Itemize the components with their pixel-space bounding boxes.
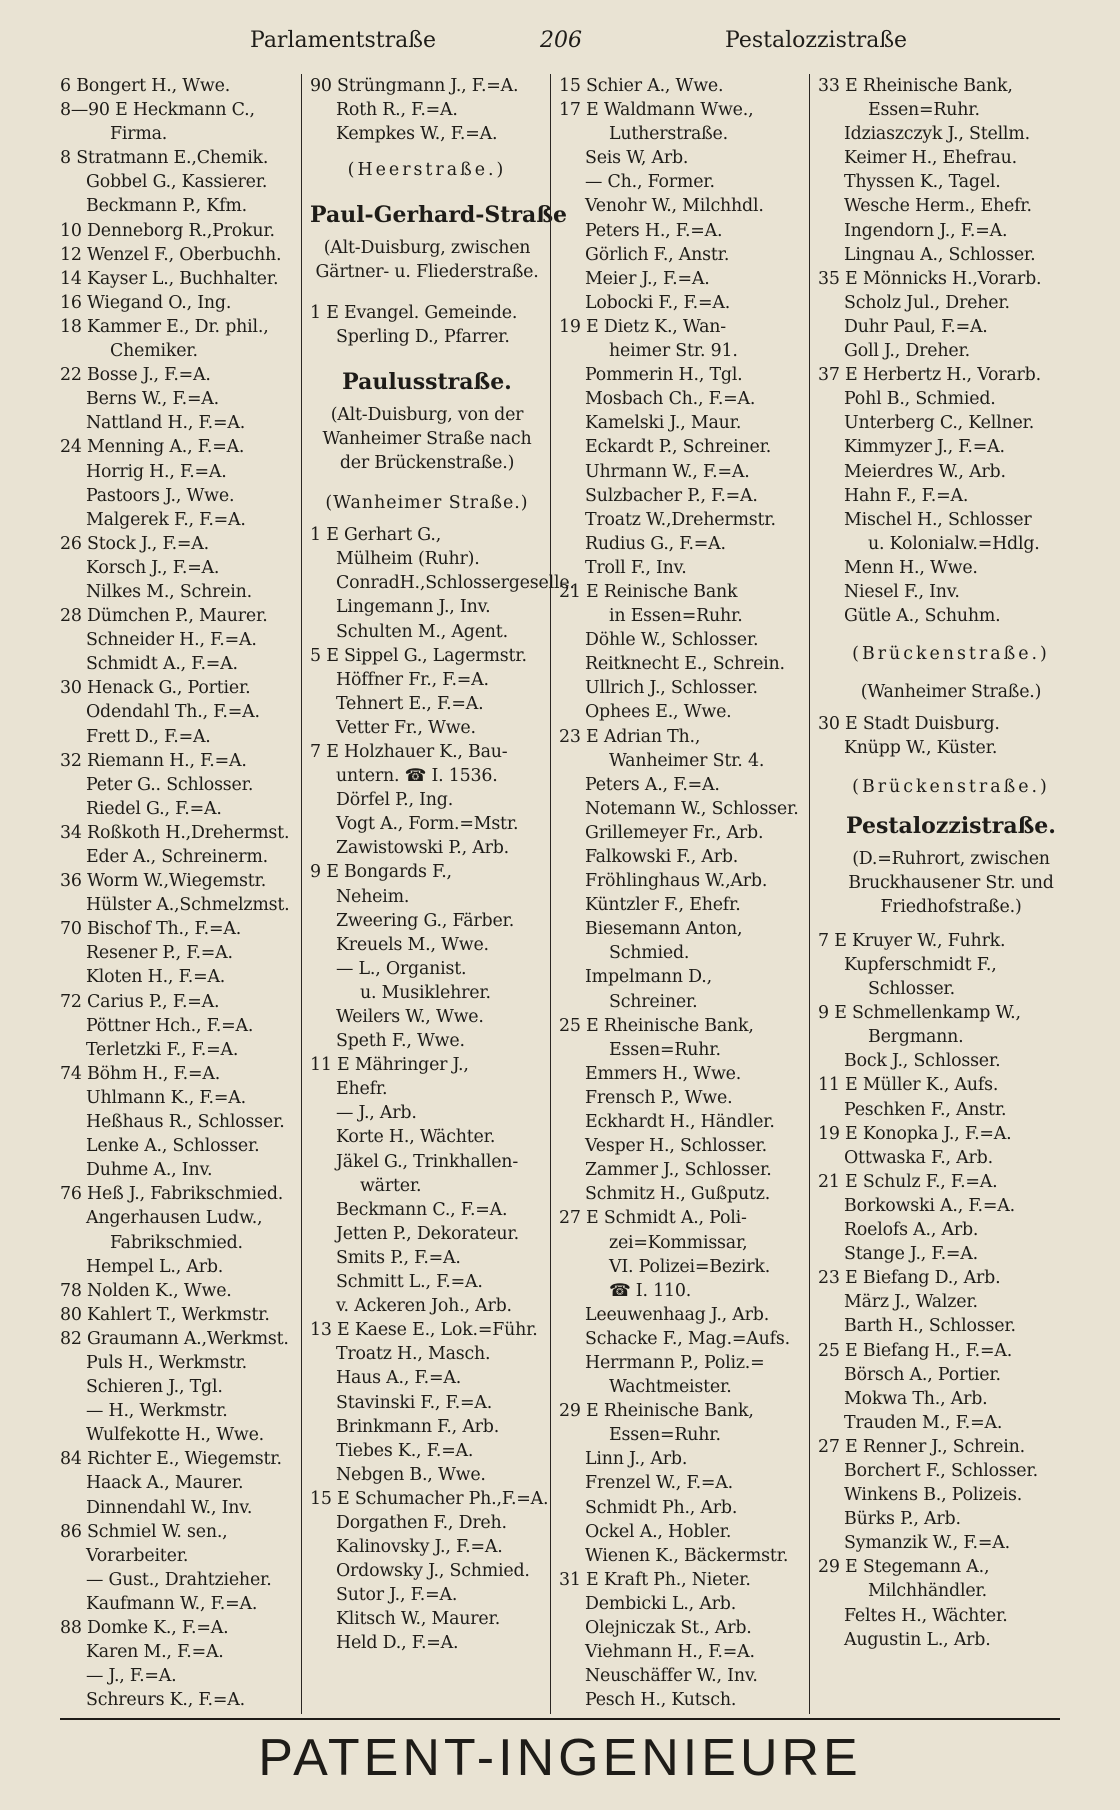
directory-entry: 8 Stratmann E.,Chemik. [60,148,269,169]
directory-entry: Sulzbacher P., F.=A. [585,485,758,506]
directory-entry: — L., Organist. [336,958,467,979]
directory-entry: 5 E Sippel G., Lagermstr. [310,645,527,666]
directory-entry: 10 Denneborg R.,Prokur. [60,220,275,241]
directory-entry: 15 E Schumacher Ph.,F.=A. [310,1488,549,1509]
directory-entry: Haus A., F.=A. [336,1368,462,1389]
cross-street-label: (Wanheimer Straße.) [325,493,529,514]
directory-entry: Roelofs A., Arb. [844,1220,979,1241]
directory-entry: — J., F.=A. [86,1666,177,1687]
directory-entry: Chemiker. [110,341,198,362]
directory-entry: 84 Richter E., Wiegemstr. [60,1449,282,1470]
directory-entry: 1 E Gerhart G., [310,525,442,546]
directory-entry: Peters A., F.=A. [585,774,720,795]
directory-entry: Klitsch W., Maurer. [336,1609,501,1630]
directory-entry: Winkens B., Polizeis. [844,1485,1023,1506]
directory-entry: 21 E Schulz F., F.=A. [818,1171,998,1192]
directory-entry: Hülster A.,Schmelzmst. [86,895,290,916]
directory-entry: 23 E Adrian Th., [559,726,701,747]
directory-entry: Peters H., F.=A. [585,220,723,241]
directory-entry: 17 E Waldmann Wwe., [559,100,754,121]
directory-entry: 16 Wiegand O., Ing. [60,292,232,313]
directory-entry: Eckhardt H., Händler. [585,1112,775,1133]
directory-entry: Ehefr. [336,1079,388,1100]
directory-entry: 72 Carius P., F.=A. [60,991,220,1012]
directory-entry: Jäkel G., Trinkhallen- [336,1151,518,1172]
directory-entry: wärter. [360,1175,422,1196]
directory-entry: Dinnendahl W., Inv. [86,1497,253,1518]
directory-entry: Höffner Fr., F.=A. [336,669,489,690]
directory-entry: Schreiner. [609,991,698,1012]
directory-entry: Wulfekotte H., Wwe. [86,1425,264,1446]
directory-entry: Börsch A., Portier. [844,1364,1001,1385]
directory-entry: Uhrmann W., F.=A. [585,461,750,482]
directory-entry: Essen=Ruhr. [868,100,980,121]
directory-entry: Vorarbeiter. [86,1545,189,1566]
directory-entry: Kalinovsky J., F.=A. [336,1537,503,1558]
directory-entry: Essen=Ruhr. [609,1039,721,1060]
directory-entry: Küntzler F., Ehefr. [585,895,741,916]
directory-entry: Eder A., Schreinerm. [86,847,268,867]
directory-entry: Knüpp W., Küster. [844,738,998,759]
directory-entry: Vogt A., Form.=Mstr. [336,814,519,835]
directory-entry: Frett D., F.=A. [86,726,211,747]
directory-entry: 6 Bongert H., Wwe. [60,76,231,96]
directory-entry: Schieren J., Tgl. [86,1377,223,1398]
directory-entry: Ockel A., Hobler. [585,1521,732,1542]
directory-entry: Bruckhausener Str. und [848,872,1054,893]
directory-entry: Falkowski F., Arb. [585,847,739,867]
directory-entry: Görlich F., Anstr. [585,244,730,265]
directory-entry: u. Musiklehrer. [360,982,491,1003]
directory-entry: 23 E Biefang D., Arb. [818,1268,1001,1289]
directory-entry: 11 E Müller K., Aufs. [818,1075,999,1096]
directory-entry: Reitknecht E., Schrein. [585,654,785,675]
directory-entry: Lutherstraße. [609,124,728,145]
column-1 [52,74,301,1714]
street-heading-paulus: Paulusstraße. [342,368,512,395]
directory-entry: 80 Kahlert T., Werkmstr. [60,1304,270,1325]
directory-entry: Lenke A., Schlosser. [86,1136,260,1157]
directory-entry: Tiebes K., F.=A. [336,1440,474,1461]
directory-entry: zei=Kommissar, [609,1232,748,1253]
directory-entry: 82 Graumann A.,Werkmst. [60,1328,289,1349]
directory-entry: 1 E Evangel. Gemeinde. [310,302,518,323]
directory-entry: Stavinski F., F.=A. [336,1392,493,1413]
directory-entry: 88 Domke K., F.=A. [60,1618,229,1638]
cross-street-label: (Wanheimer Straße.) [860,682,1042,703]
directory-entry: Nattland H., F.=A. [86,413,246,434]
directory-entry: 19 E Konopka J., F.=A. [818,1123,1012,1144]
directory-entry: Keimer H., Ehefrau. [844,148,1017,169]
directory-entry: 74 Böhm H., F.=A. [60,1063,221,1084]
directory-entry: Grillemeyer Fr., Arb. [585,822,764,843]
directory-entry: Zweering G., Färber. [336,910,515,931]
directory-entry: 21 E Reinische Bank [559,581,738,602]
directory-entry: Gütle A., Schuhm. [844,606,1001,627]
directory-entry: 27 E Renner J., Schrein. [818,1436,1025,1457]
running-head-left: Parlamentstraße [250,28,436,53]
directory-entry: 24 Menning A., F.=A. [60,437,245,458]
directory-entry: 9 E Schmellenkamp W., [818,1003,1021,1024]
directory-entry: Ordowsky J., Schmied. [336,1561,530,1582]
directory-entry: Frenzel W., F.=A. [585,1473,733,1494]
directory-entry: 15 Schier A., Wwe. [559,76,724,96]
directory-entry: Ingendorn J., F.=A. [844,220,1008,241]
directory-entry: Lingemann J., Inv. [336,597,491,618]
directory-entry: — H., Werkmstr. [86,1401,228,1422]
directory-entry: Angerhausen Ludw., [86,1208,263,1229]
directory-entry: Gärtner- u. Fliederstraße. [315,262,539,283]
directory-entry: Thyssen K., Tagel. [844,172,1001,193]
directory-entry: Menn H., Wwe. [844,557,978,578]
directory-entry: Korsch J., F.=A. [86,557,220,578]
directory-entry: Ullrich J., Schlosser. [585,678,758,699]
directory-entry: 14 Kayser L., Buchhalter. [60,268,279,289]
directory-entry: Weilers W., Wwe. [336,1007,484,1027]
directory-entry: 90 Strüngmann J., F.=A. [310,76,519,96]
directory-entry: ☎ I. 110. [609,1280,692,1301]
directory-entry: Kreuels M., Wwe. [336,934,489,955]
directory-entry: Wienen K., Bäckermstr. [585,1545,789,1566]
directory-entry: Meierdres W., Arb. [844,461,1006,482]
directory-entry: Mosbach Ch., F.=A. [585,389,756,410]
directory-entry: Jetten P., Dekorateur. [336,1223,519,1244]
directory-entry: Borkowski A., F.=A. [844,1195,1015,1216]
directory-entry: Pastoors J., Wwe. [86,485,235,506]
directory-entry: Troatz H., Masch. [336,1344,491,1365]
directory-entry: Schmitt L., F.=A. [336,1272,483,1293]
directory-entry: Pohl B., Schmied. [844,389,996,410]
directory-entry: Olejniczak St., Arb. [585,1618,752,1638]
directory-entry: 78 Nolden K., Wwe. [60,1280,232,1301]
directory-entry: 29 E Rheinische Bank, [559,1401,754,1422]
directory-entry: März J., Walzer. [844,1292,978,1313]
directory-entry: Kupferschmidt F., [844,955,997,975]
directory-entry: Barth H., Schlosser. [844,1316,1016,1337]
directory-entry: 26 Stock J., F.=A. [60,533,209,554]
directory-entry: Peschken F., Anstr. [844,1099,1007,1120]
directory-entry: Essen=Ruhr. [609,1425,721,1446]
directory-entry: Kaufmann W., F.=A. [86,1593,258,1614]
directory-entry: Horrig H., F.=A. [86,461,227,482]
directory-entry: — Ch., Former. [585,172,715,193]
directory-entry: Korte H., Wächter. [336,1127,496,1148]
directory-entry: Schulten M., Agent. [336,621,508,642]
directory-entry: Viehmann H., F.=A. [585,1642,755,1663]
directory-entry: Meier J., F.=A. [585,268,710,289]
directory-entry: Gobbel G., Kassierer. [86,172,268,193]
directory-entry: Roth R., F.=A. [336,100,458,121]
cross-street-label: (Heerstraße.) [347,160,507,181]
street-heading-pestalozzi: Pestalozzistraße. [846,812,1056,839]
directory-entry: Berns W., F.=A. [86,389,219,410]
directory-entry: Rudius G., F.=A. [585,533,726,554]
directory-entry: Leeuwenhaag J., Arb. [585,1304,770,1325]
column-3 [550,74,809,1714]
directory-entry: Kimmyzer J., F.=A. [844,437,1005,458]
directory-entry: Wachtmeister. [609,1377,732,1398]
directory-entry: Beckmann C., F.=A. [336,1199,508,1220]
directory-entry: Karen M., F.=A. [86,1642,224,1663]
directory-entry: Schmidt A., F.=A. [86,654,238,675]
directory-entry: Vesper H., Schlosser. [585,1136,767,1157]
directory-entry: Hempel L., Arb. [86,1256,224,1277]
directory-entry: Trauden M., F.=A. [844,1412,1003,1433]
directory-entry: Hahn F., F.=A. [844,485,969,506]
directory-entry: Bürks P., Arb. [844,1509,961,1530]
directory-entry: Ophees E., Wwe. [585,702,732,723]
directory-entry: Emmers H., Wwe. [585,1063,742,1084]
directory-entry: Schmied. [609,943,690,964]
directory-entry: (D.=Ruhrort, zwischen [852,848,1050,869]
directory-entry: Schlosser. [868,979,955,1000]
directory-entry: Terletzki F., F.=A. [86,1039,239,1060]
directory-entry: u. Kolonialw.=Hdlg. [868,533,1040,554]
directory-entry: Heßhaus R., Schlosser. [86,1112,285,1133]
directory-entry: Schneider H., F.=A. [86,630,257,651]
directory-entry: (Alt-Duisburg, zwischen [323,238,531,259]
directory-entry: (Alt-Duisburg, von der [330,404,524,425]
cross-street-label: (Brückenstraße.) [852,644,1050,665]
directory-entry: 29 E Stegemann A., [818,1557,990,1578]
directory-entry: Milchhändler. [868,1581,987,1602]
directory-entry: Döhle W., Schlosser. [585,630,759,651]
directory-entry: Mischel H., Schlosser [844,509,1032,530]
advertisement-banner: PATENT-INGENIEURE [258,1729,862,1787]
directory-entry: Stange J., F.=A. [844,1244,978,1265]
directory-entry: Seis W, Arb. [585,148,689,169]
directory-entry: Bergmann. [868,1027,964,1048]
directory-entry: Dörfel P., Ing. [336,790,454,811]
directory-entry: Puls H., Werkmstr. [86,1352,247,1373]
column-4 [809,74,1090,1714]
directory-entry: Zammer J., Schlosser. [585,1160,772,1181]
directory-entry: Mokwa Th., Arb. [844,1388,988,1409]
directory-entry: 11 E Mähringer J., [310,1055,469,1076]
directory-entry: 25 E Biefang H., F.=A. [818,1340,1013,1361]
directory-entry: 31 E Kraft Ph., Nieter. [559,1569,751,1590]
directory-entry: in Essen=Ruhr. [609,606,743,627]
directory-entry: Notemann W., Schlosser. [585,798,799,819]
directory-entry: 7 E Holzhauer K., Bau- [310,741,508,762]
directory-entry: Neuschäffer W., Inv. [585,1666,758,1687]
directory-entry: Troll F., Inv. [585,557,687,578]
directory-entry: Schreurs K., F.=A. [86,1690,245,1711]
directory-entry: Wesche Herm., Ehefr. [844,196,1032,217]
directory-entry: Bock J., Schlosser. [844,1051,1001,1072]
directory-entry: Lingnau A., Schlosser. [844,244,1036,265]
directory-entry: Goll J., Dreher. [844,341,970,362]
directory-entry: Vetter Fr., Wwe. [336,717,476,738]
directory-entry: Sperling D., Pfarrer. [336,326,510,347]
directory-entry: Mülheim (Ruhr). [336,549,480,570]
directory-entry: v. Ackeren Joh., Arb. [336,1296,512,1317]
directory-entry: Lobocki F., F.=A. [585,292,731,313]
directory-entry: 30 Henack G., Portier. [60,678,251,699]
directory-entry: Pesch H., Kutsch. [585,1690,737,1711]
directory-entry: 33 E Rheinische Bank, [818,76,1013,96]
directory-entry: 7 E Kruyer W., Fuhrk. [818,930,1006,951]
directory-entry: Kamelski J., Maur. [585,413,742,434]
directory-entry: Feltes H., Wächter. [844,1605,1008,1626]
directory-entry: Kloten H., F.=A. [86,967,226,988]
directory-entry: Sutor J., F.=A. [336,1585,458,1606]
directory-entry: 12 Wenzel F., Oberbuchh. [60,244,282,265]
directory-entry: Nebgen B., Wwe. [336,1464,486,1485]
directory-entry: heimer Str. 91. [609,341,738,362]
directory-entry: Duhme A., Inv. [86,1160,213,1181]
directory-entry: 76 Heß J., Fabrikschmied. [60,1184,284,1205]
directory-entry: Schmidt Ph., Arb. [585,1497,738,1518]
directory-entry: 27 E Schmidt A., Poli- [559,1208,747,1229]
directory-entry: 18 Kammer E., Dr. phil., [60,316,269,337]
cross-street-label: (Brückenstraße.) [852,776,1050,797]
directory-entry: Zawistowski P., Arb. [336,838,510,859]
directory-entry: Held D., F.=A. [336,1633,459,1654]
directory-entry: Symanzik W., F.=A. [844,1533,1010,1554]
directory-entry: Kempkes W., F.=A. [336,124,498,145]
directory-entry: Wanheimer Str. 4. [609,750,765,771]
directory-entry: 70 Bischof Th., F.=A. [60,919,242,940]
directory-entry: 13 E Kaese E., Lok.=Führ. [310,1320,538,1341]
directory-entry: ConradH.,Schlossergeselle. [336,573,575,594]
page-header [60,22,1070,62]
directory-entry: Firma. [110,124,168,145]
directory-entry: Pommerin H., Tgl. [585,365,743,386]
directory-entry: Peter G.. Schlosser. [86,774,254,795]
directory-entry: Beckmann P., Kfm. [86,196,247,217]
directory-entry: 86 Schmiel W. sen., [60,1521,228,1542]
directory-entry: Schmitz H., Gußputz. [585,1184,771,1205]
directory-entry: Venohr W., Milchhdl. [585,196,764,217]
directory-entry: 37 E Herbertz H., Vorarb. [818,365,1041,386]
directory-entry: Scholz Jul., Dreher. [844,292,1010,313]
directory-entry: Haack A., Maurer. [86,1473,244,1494]
directory-entry: 19 E Dietz K., Wan- [559,316,726,337]
directory-entry: untern. ☎ I. 1536. [336,766,498,787]
footer-rule [60,1718,1060,1720]
directory-entry: Linn J., Arb. [585,1449,688,1470]
directory-entry: — Gust., Drahtzieher. [86,1569,272,1590]
directory-entry: Tehnert E., F.=A. [336,693,484,714]
directory-entry: 36 Worm W.,Wiegemstr. [60,871,267,892]
directory-entry: Resener P., F.=A. [86,943,233,964]
directory-entry: Unterberg C., Kellner. [844,413,1035,434]
directory-entry: 32 Riemann H., F.=A. [60,750,247,771]
directory-entry: 30 E Stadt Duisburg. [818,714,1000,735]
directory-entry: Idziaszczyk J., Stellm. [844,124,1030,145]
directory-entry: Speth F., Wwe. [336,1031,465,1052]
directory-entry: Fabrikschmied. [110,1232,243,1253]
directory-entry: Odendahl Th., F.=A. [86,702,260,723]
running-head-right: Pestalozzistraße [725,28,908,53]
directory-entry: Friedhofstraße.) [880,896,1022,917]
directory-entry: Borchert F., Schlosser. [844,1460,1038,1481]
directory-entry: Duhr Paul, F.=A. [844,316,988,337]
directory-entry: Smits P., F.=A. [336,1247,461,1268]
directory-entry: Frensch P., Wwe. [585,1087,733,1108]
directory-entry: Riedel G., F.=A. [86,798,222,819]
directory-entry: Fröhlinghaus W.,Arb. [585,871,768,892]
column-2 [301,74,575,1714]
directory-entry: Nilkes M., Schrein. [86,581,252,602]
directory-entry: Niesel F., Inv. [844,581,960,602]
directory-entry: 22 Bosse J., F.=A. [60,365,211,386]
directory-entry: — J., Arb. [336,1103,417,1124]
page-number: 206 [540,28,582,53]
directory-entry: Dorgathen F., Dreh. [336,1512,507,1533]
directory-entry: Malgerek F., F.=A. [86,509,246,530]
directory-entry: 9 E Bongards F., [310,862,452,883]
directory-entry: Eckardt P., Schreiner. [585,437,772,458]
directory-entry: 34 Roßkoth H.,Drehermst. [60,822,290,843]
directory-entry: Ottwaska F., Arb. [844,1147,993,1168]
directory-entry: Impelmann D., [585,967,712,988]
directory-entry: Pöttner Hch., F.=A. [86,1015,254,1036]
directory-entry: 8—90 E Heckmann C., [60,100,255,121]
directory-entry: der Brückenstraße.) [339,452,515,473]
directory-entry: Augustin L., Arb. [844,1629,991,1650]
directory-entry: 35 E Mönnicks H.,Vorarb. [818,268,1042,289]
directory-columns [52,74,1090,1714]
directory-entry: 28 Dümchen P., Maurer. [60,606,268,627]
directory-entry: Neheim. [336,886,410,907]
directory-entry: Uhlmann K., F.=A. [86,1087,246,1108]
directory-entry: Dembicki L., Arb. [585,1593,737,1614]
directory-entry: Brinkmann F., Arb. [336,1416,500,1437]
directory-entry: Schacke F., Mag.=Aufs. [585,1328,790,1349]
directory-entry: VI. Polizei=Bezirk. [609,1256,771,1277]
directory-entry: 25 E Rheinische Bank, [559,1015,754,1036]
street-heading-paul-gerhard: Paul-Gerhard-Straße [310,202,568,229]
directory-entry: Herrmann P., Poliz.= [585,1352,765,1373]
directory-entry: Wanheimer Straße nach [322,428,532,449]
directory-entry: Troatz W.,Drehermstr. [585,509,776,530]
directory-entry: Biesemann Anton, [585,919,743,940]
